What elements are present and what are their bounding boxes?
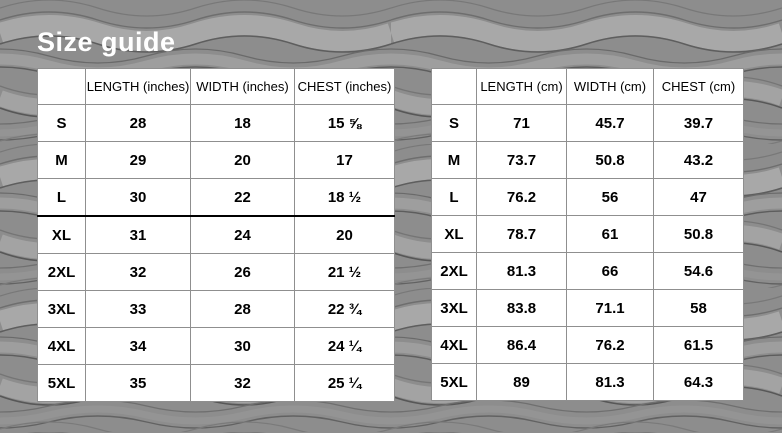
table-row [432,290,744,327]
length-cell: 83.8 [477,290,567,327]
size-cell: L [38,179,86,217]
size-cell: 3XL [38,291,86,328]
width-cell: 56 [567,179,654,216]
size-cell: XL [432,216,477,253]
length-cell: 76.2 [477,179,567,216]
size-cell: 2XL [38,254,86,291]
size-cell: 2XL [432,253,477,290]
width-cell: 50.8 [567,142,654,179]
header-cell-chest: CHEST (inches) [295,69,395,105]
header-cell-chest: CHEST (cm) [654,69,744,105]
width-cell: 81.3 [567,364,654,401]
header-cell-width: WIDTH (cm) [567,69,654,105]
length-cell: 33 [86,291,191,328]
width-cell: 32 [191,365,295,402]
table-header-row [38,69,395,105]
width-cell: 71.1 [567,290,654,327]
length-cell: 29 [86,142,191,179]
size-cell: XL [38,216,86,254]
table-row [38,142,395,179]
width-cell: 18 [191,105,295,142]
table-row [38,328,395,365]
chest-cell: 15 ⅝ [295,105,395,142]
width-cell: 61 [567,216,654,253]
size-cell: M [432,142,477,179]
chest-cell: 54.6 [654,253,744,290]
chest-cell: 47 [654,179,744,216]
table-row [38,254,395,291]
table-row [38,291,395,328]
width-cell: 45.7 [567,105,654,142]
table-header-row [432,69,744,105]
header-cell-size [38,69,86,105]
length-cell: 35 [86,365,191,402]
table-row [432,364,744,401]
chest-cell: 17 [295,142,395,179]
size-cell: S [38,105,86,142]
header-cell-width: WIDTH (inches) [191,69,295,105]
size-cell: 3XL [432,290,477,327]
size-cell: 4XL [38,328,86,365]
length-cell: 86.4 [477,327,567,364]
size-cell: M [38,142,86,179]
length-cell: 34 [86,328,191,365]
length-cell: 30 [86,179,191,217]
length-cell: 32 [86,254,191,291]
length-cell: 81.3 [477,253,567,290]
chest-cell: 64.3 [654,364,744,401]
size-table-inches [37,68,395,402]
size-cell: L [432,179,477,216]
table-row [38,179,395,217]
chest-cell: 25 ¼ [295,365,395,402]
chest-cell: 43.2 [654,142,744,179]
table-row [432,179,744,216]
table-row [38,105,395,142]
table-row [38,216,395,254]
width-cell: 24 [191,216,295,254]
width-cell: 22 [191,179,295,217]
width-cell: 76.2 [567,327,654,364]
header-cell-length: LENGTH (cm) [477,69,567,105]
length-cell: 28 [86,105,191,142]
length-cell: 89 [477,364,567,401]
width-cell: 28 [191,291,295,328]
page-title: Size guide [37,27,176,57]
chest-cell: 18 ½ [295,179,395,217]
header-cell-length: LENGTH (inches) [86,69,191,105]
chest-cell: 21 ½ [295,254,395,291]
table-row [432,327,744,364]
width-cell: 20 [191,142,295,179]
table-row [432,105,744,142]
width-cell: 66 [567,253,654,290]
width-cell: 30 [191,328,295,365]
length-cell: 71 [477,105,567,142]
chest-cell: 39.7 [654,105,744,142]
chest-cell: 58 [654,290,744,327]
size-cell: 5XL [38,365,86,402]
length-cell: 31 [86,216,191,254]
chest-cell: 24 ¼ [295,328,395,365]
size-cell: S [432,105,477,142]
size-cell: 4XL [432,327,477,364]
table-row [432,216,744,253]
header-cell-size [432,69,477,105]
chest-cell: 20 [295,216,395,254]
chest-cell: 50.8 [654,216,744,253]
size-cell: 5XL [432,364,477,401]
table-row [432,253,744,290]
table-row [432,142,744,179]
chest-cell: 22 ¾ [295,291,395,328]
table-row [38,365,395,402]
length-cell: 73.7 [477,142,567,179]
length-cell: 78.7 [477,216,567,253]
size-table-cm [431,68,744,401]
width-cell: 26 [191,254,295,291]
chest-cell: 61.5 [654,327,744,364]
